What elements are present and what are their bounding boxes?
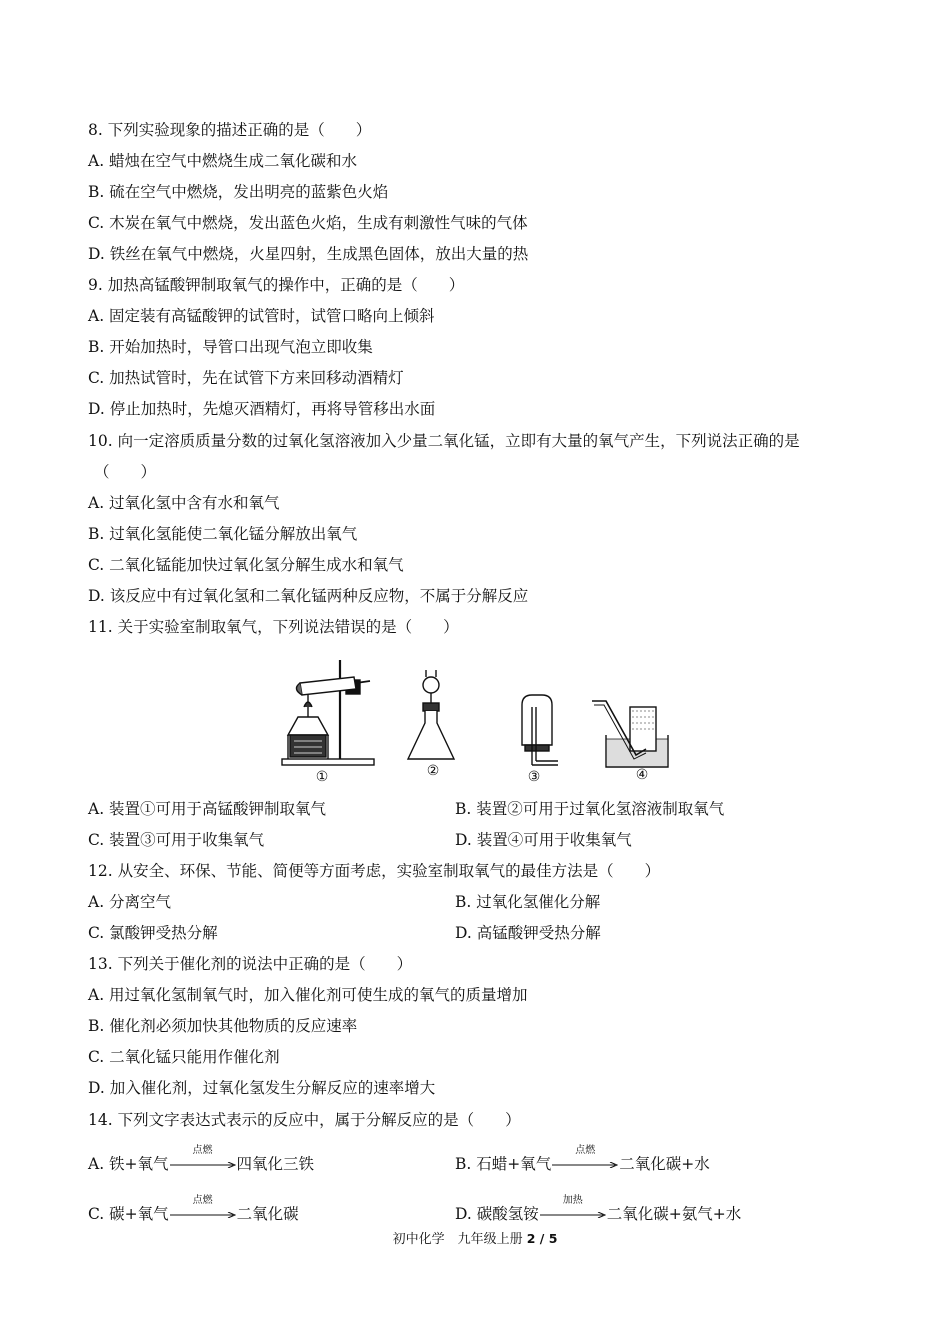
q12-option-a: A. 分离空气 (88, 893, 172, 911)
q10-option-d: D. 该反应中有过氧化氢和二氧化锰两种反应物，不属于分解反应 (88, 587, 529, 605)
q9-option-a: A. 固定装有高锰酸钾的试管时，试管口略向上倾斜 (88, 307, 435, 325)
q9-option-b: B. 开始加热时，导管口出现气泡立即收集 (88, 338, 373, 356)
q10-option-b: B. 过氧化氢能使二氧化锰分解放出氧气 (88, 525, 358, 543)
q11-option-b: B. 装置②可用于过氧化氢溶液制取氧气 (455, 800, 725, 818)
q10-answer-paren: （ ） (94, 463, 157, 481)
arrow-right-icon (552, 1162, 618, 1168)
apparatus-4-water-trough (592, 701, 668, 767)
q11-option-a: A. 装置①可用于高锰酸钾制取氧气 (88, 800, 327, 818)
q8-option-c: C. 木炭在氧气中燃烧，发出蓝色火焰，生成有刺激性气味的气体 (88, 214, 528, 232)
q10-stem: 10. 向一定溶质质量分数的过氧化氢溶液加入少量二氧化锰，立即有大量的氧气产生，下列说法正确的是 (88, 432, 800, 450)
q14-option-d (455, 1195, 742, 1224)
q14-b-reactants: B. 石蜡+氧气 (455, 1155, 552, 1173)
q14-c-condition: 点燃 (192, 1195, 213, 1206)
q14-stem: 14. 下列文字表达式表示的反应中，属于分解反应的是（ ） (88, 1111, 521, 1129)
footer-label: 初中化学 九年级上册 (392, 1232, 523, 1247)
q11-stem: 11. 关于实验室制取氧气，下列说法错误的是（ ） (88, 618, 459, 636)
q14-a-reactants: A. 铁+氧气 (88, 1155, 169, 1173)
q13-option-d: D. 加入催化剂，过氧化氢发生分解反应的速率增大 (88, 1079, 436, 1097)
q13-option-c: C. 二氧化锰只能用作催化剂 (88, 1048, 280, 1066)
q12-option-b: B. 过氧化氢催化分解 (455, 893, 601, 911)
q9-option-d: D. 停止加热时，先熄灭酒精灯，再将导管移出水面 (88, 400, 436, 418)
apparatus-diagram (270, 655, 690, 783)
fig-label-1: ① (315, 769, 329, 783)
q14-a-condition: 点燃 (192, 1145, 213, 1156)
q10-option-c: C. 二氧化锰能加快过氧化氢分解生成水和氧气 (88, 556, 404, 574)
q9-option-c: C. 加热试管时，先在试管下方来回移动酒精灯 (88, 369, 404, 387)
arrow-right-icon (540, 1212, 606, 1218)
q14-c-arrow (170, 1195, 236, 1224)
arrow-right-icon (170, 1212, 236, 1218)
q14-option-c (88, 1195, 299, 1224)
q14-b-condition: 点燃 (575, 1145, 596, 1156)
q9-stem: 9. 加热高锰酸钾制取氧气的操作中，正确的是（ ） (88, 276, 465, 294)
q14-a-arrow (170, 1145, 236, 1174)
q14-option-a (88, 1145, 315, 1174)
q8-option-b: B. 硫在空气中燃烧，发出明亮的蓝紫色火焰 (88, 183, 389, 201)
q11-option-d: D. 装置④可用于收集氧气 (455, 831, 632, 849)
q14-d-arrow (540, 1195, 606, 1224)
q14-c-reactants: C. 碳+氧气 (88, 1205, 169, 1223)
fig-label-4: ④ (635, 767, 649, 783)
q8-option-a: A. 蜡烛在空气中燃烧生成二氧化碳和水 (88, 152, 358, 170)
q12-stem: 12. 从安全、环保、节能、简便等方面考虑，实验室制取氧气的最佳方法是（ ） (88, 862, 661, 880)
apparatus-3-collection-bottle (522, 695, 558, 765)
q14-d-condition: 加热 (562, 1195, 583, 1206)
fig-label-2: ② (426, 763, 440, 779)
q8-option-d: D. 铁丝在氧气中燃烧，火星四射，生成黑色固体，放出大量的热 (88, 245, 529, 263)
q14-d-reactants: D. 碳酸氢铵 (455, 1205, 539, 1223)
q13-option-b: B. 催化剂必须加快其他物质的反应速率 (88, 1017, 358, 1035)
page-footer (0, 1228, 950, 1247)
apparatus-2-conical-flask (408, 670, 454, 759)
q14-option-b (455, 1145, 710, 1174)
q11-option-c: C. 装置③可用于收集氧气 (88, 831, 265, 849)
arrow-right-icon (170, 1162, 236, 1168)
q14-d-products: 二氧化碳+氨气+水 (606, 1205, 742, 1223)
q13-option-a: A. 用过氧化氢制氧气时，加入催化剂可使生成的氧气的质量增加 (88, 986, 528, 1004)
q14-b-arrow (552, 1145, 618, 1174)
fig-label-3: ③ (527, 769, 541, 783)
q14-c-products: 二氧化碳 (236, 1205, 299, 1223)
q14-a-products: 四氧化三铁 (236, 1155, 315, 1173)
q8-stem: 8. 下列实验现象的描述正确的是（ ） (88, 121, 372, 139)
q12-option-d: D. 高锰酸钾受热分解 (455, 924, 601, 942)
apparatus-1-heating-setup (282, 660, 374, 765)
q13-stem: 13. 下列关于催化剂的说法中正确的是（ ） (88, 955, 413, 973)
page-number: 2 / 5 (526, 1231, 558, 1246)
apparatus-figure (270, 655, 690, 783)
q12-option-c: C. 氯酸钾受热分解 (88, 924, 218, 942)
q14-b-products: 二氧化碳+水 (619, 1155, 710, 1173)
q10-option-a: A. 过氧化氢中含有水和氧气 (88, 494, 280, 512)
